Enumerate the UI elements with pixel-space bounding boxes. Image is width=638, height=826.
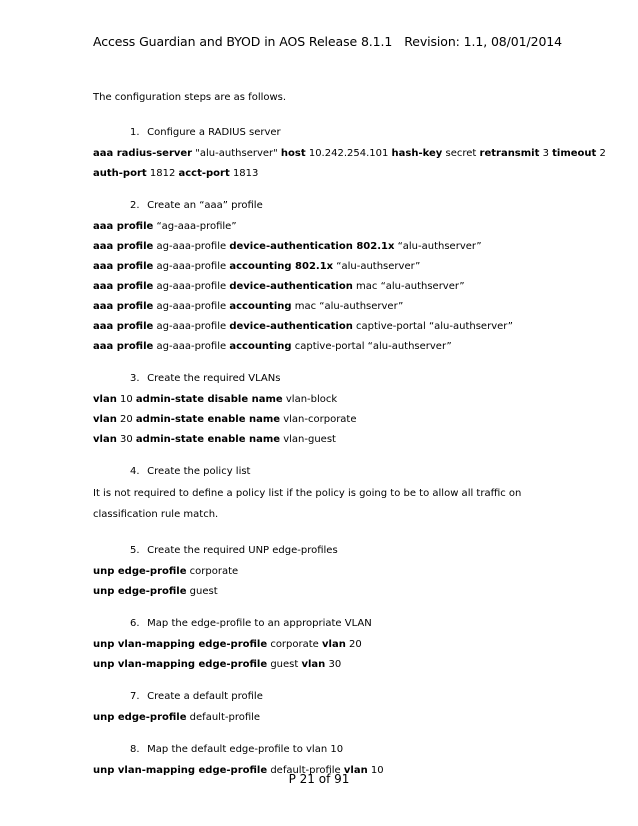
command-keyword: accounting 802.1x bbox=[229, 261, 334, 272]
step-title: Create the policy list bbox=[144, 466, 251, 477]
command-line bbox=[93, 433, 578, 446]
command-argument: ag-aaa-profile bbox=[153, 261, 230, 272]
step-title: Map the edge-profile to an appropriate VLAN bbox=[144, 618, 372, 629]
command-keyword: aaa profile bbox=[93, 321, 154, 332]
command-keyword: hash-key bbox=[391, 148, 443, 159]
command-keyword: admin-state enable name bbox=[135, 414, 281, 425]
command-keyword: timeout bbox=[552, 148, 597, 159]
step-section bbox=[93, 545, 578, 598]
step-heading bbox=[130, 200, 578, 211]
command-keyword: unp edge-profile bbox=[93, 566, 187, 577]
command-line bbox=[93, 565, 578, 578]
command-keyword: unp vlan-mapping edge-profile bbox=[93, 639, 268, 650]
command-argument: 20 bbox=[116, 414, 136, 425]
command-argument: vlan-corporate bbox=[280, 414, 357, 425]
command-argument: 30 bbox=[325, 659, 342, 670]
command-line bbox=[93, 393, 578, 406]
step-heading bbox=[130, 545, 578, 556]
command-argument: corporate bbox=[267, 639, 323, 650]
command-keyword: accounting bbox=[229, 301, 292, 312]
page-content bbox=[93, 92, 606, 797]
command-keyword: aaa profile bbox=[93, 301, 154, 312]
step-title: Create the required UNP edge-profiles bbox=[144, 545, 338, 556]
command-line bbox=[93, 260, 578, 273]
command-line bbox=[93, 320, 578, 333]
step-heading bbox=[130, 127, 578, 138]
command-line bbox=[93, 240, 578, 253]
command-argument: guest bbox=[186, 586, 218, 597]
command-argument: 10.242.254.101 bbox=[305, 148, 392, 159]
command-line bbox=[93, 413, 578, 426]
command-keyword: unp edge-profile bbox=[93, 712, 187, 723]
step-heading bbox=[130, 618, 578, 629]
command-keyword: admin-state disable name bbox=[135, 394, 283, 405]
command-argument: 30 bbox=[116, 434, 136, 445]
step-section bbox=[93, 127, 606, 180]
command-argument: “ag-aaa-profile” bbox=[153, 221, 237, 232]
step-number: 4. bbox=[130, 466, 140, 477]
page-header bbox=[93, 34, 562, 49]
command-argument: captive-portal “alu-authserver” bbox=[352, 321, 513, 332]
command-keyword: unp edge-profile bbox=[93, 586, 187, 597]
command-keyword: accounting bbox=[229, 341, 292, 352]
command-argument: 20 bbox=[345, 639, 362, 650]
document-title: Access Guardian and BYOD in AOS Release 8.1.1 bbox=[93, 34, 393, 49]
command-line bbox=[93, 220, 578, 233]
command-keyword: unp vlan-mapping edge-profile bbox=[93, 765, 268, 776]
command-argument: 1812 bbox=[146, 168, 179, 179]
command-keyword: host bbox=[280, 148, 306, 159]
step-number: 6. bbox=[130, 618, 140, 629]
command-argument: 1813 bbox=[229, 168, 259, 179]
command-line bbox=[93, 147, 606, 160]
command-line bbox=[93, 658, 578, 671]
step-number: 8. bbox=[130, 744, 140, 755]
step-heading bbox=[130, 691, 578, 702]
step-title: Create an “aaa” profile bbox=[144, 200, 263, 211]
command-argument: vlan-block bbox=[282, 394, 338, 405]
step-number: 2. bbox=[130, 200, 140, 211]
command-argument: 2 bbox=[596, 148, 606, 159]
command-argument: ag-aaa-profile bbox=[153, 281, 230, 292]
command-argument: "alu-authserver" bbox=[192, 148, 281, 159]
command-argument: “alu-authserver” bbox=[333, 261, 421, 272]
command-line bbox=[93, 638, 578, 651]
command-line bbox=[93, 711, 578, 724]
command-keyword: vlan bbox=[343, 765, 368, 776]
command-argument: secret bbox=[442, 148, 480, 159]
command-keyword: aaa profile bbox=[93, 341, 154, 352]
command-keyword: device-authentication bbox=[229, 321, 353, 332]
command-keyword: retransmit bbox=[479, 148, 540, 159]
command-keyword: device-authentication 802.1x bbox=[229, 241, 395, 252]
step-number: 7. bbox=[130, 691, 140, 702]
step-section bbox=[93, 373, 578, 446]
command-argument: mac “alu-authserver” bbox=[352, 281, 465, 292]
step-number: 5. bbox=[130, 545, 140, 556]
intro-text: The configuration steps are as follows. bbox=[93, 92, 287, 103]
command-argument: 3 bbox=[539, 148, 553, 159]
command-keyword: admin-state enable name bbox=[135, 434, 281, 445]
command-argument: ag-aaa-profile bbox=[153, 321, 230, 332]
step-heading bbox=[130, 744, 578, 755]
page-number: P 21 of 91 bbox=[288, 772, 350, 786]
command-keyword: vlan bbox=[322, 639, 346, 650]
step-section bbox=[93, 466, 578, 525]
command-argument: guest bbox=[267, 659, 302, 670]
command-keyword: aaa profile bbox=[93, 221, 154, 232]
command-keyword: auth-port bbox=[93, 168, 147, 179]
command-argument: 10 bbox=[116, 394, 136, 405]
command-line bbox=[93, 280, 578, 293]
step-paragraph: It is not required to define a policy list if the policy is going to be to allow all traffic on classification rule match. bbox=[93, 488, 522, 520]
command-keyword: device-authentication bbox=[229, 281, 353, 292]
command-argument: captive-portal “alu-authserver” bbox=[291, 341, 452, 352]
command-keyword: vlan bbox=[93, 414, 117, 425]
command-keyword: vlan bbox=[93, 394, 117, 405]
command-keyword: vlan bbox=[301, 659, 326, 670]
steps-list bbox=[93, 127, 606, 777]
command-line bbox=[93, 167, 578, 180]
step-title: Configure a RADIUS server bbox=[144, 127, 281, 138]
command-argument: 10 bbox=[367, 765, 384, 776]
command-argument: ag-aaa-profile bbox=[153, 341, 230, 352]
command-line bbox=[93, 300, 578, 313]
command-argument: corporate bbox=[186, 566, 239, 577]
document-revision: Revision: 1.1, 08/01/2014 bbox=[404, 34, 562, 49]
step-number: 3. bbox=[130, 373, 140, 384]
step-number: 1. bbox=[130, 127, 140, 138]
command-keyword: aaa radius-server bbox=[93, 148, 193, 159]
command-argument: default-profile bbox=[267, 765, 344, 776]
command-argument: vlan-guest bbox=[280, 434, 336, 445]
step-heading bbox=[130, 466, 578, 477]
command-keyword: acct-port bbox=[178, 168, 230, 179]
step-section bbox=[93, 618, 578, 671]
command-argument: default-profile bbox=[186, 712, 261, 723]
step-title: Map the default edge-profile to vlan 10 bbox=[144, 744, 344, 755]
command-keyword: aaa profile bbox=[93, 261, 154, 272]
command-argument: “alu-authserver” bbox=[394, 241, 482, 252]
step-section bbox=[93, 691, 578, 724]
command-argument: mac “alu-authserver” bbox=[291, 301, 404, 312]
command-argument: ag-aaa-profile bbox=[153, 241, 230, 252]
command-keyword: unp vlan-mapping edge-profile bbox=[93, 659, 268, 670]
step-title: Create a default profile bbox=[144, 691, 263, 702]
command-argument: ag-aaa-profile bbox=[153, 301, 230, 312]
command-keyword: aaa profile bbox=[93, 281, 154, 292]
command-line bbox=[93, 585, 578, 598]
command-keyword: aaa profile bbox=[93, 241, 154, 252]
step-section bbox=[93, 200, 578, 353]
step-heading bbox=[130, 373, 578, 384]
command-keyword: vlan bbox=[93, 434, 117, 445]
step-title: Create the required VLANs bbox=[144, 373, 281, 384]
command-line bbox=[93, 340, 578, 353]
